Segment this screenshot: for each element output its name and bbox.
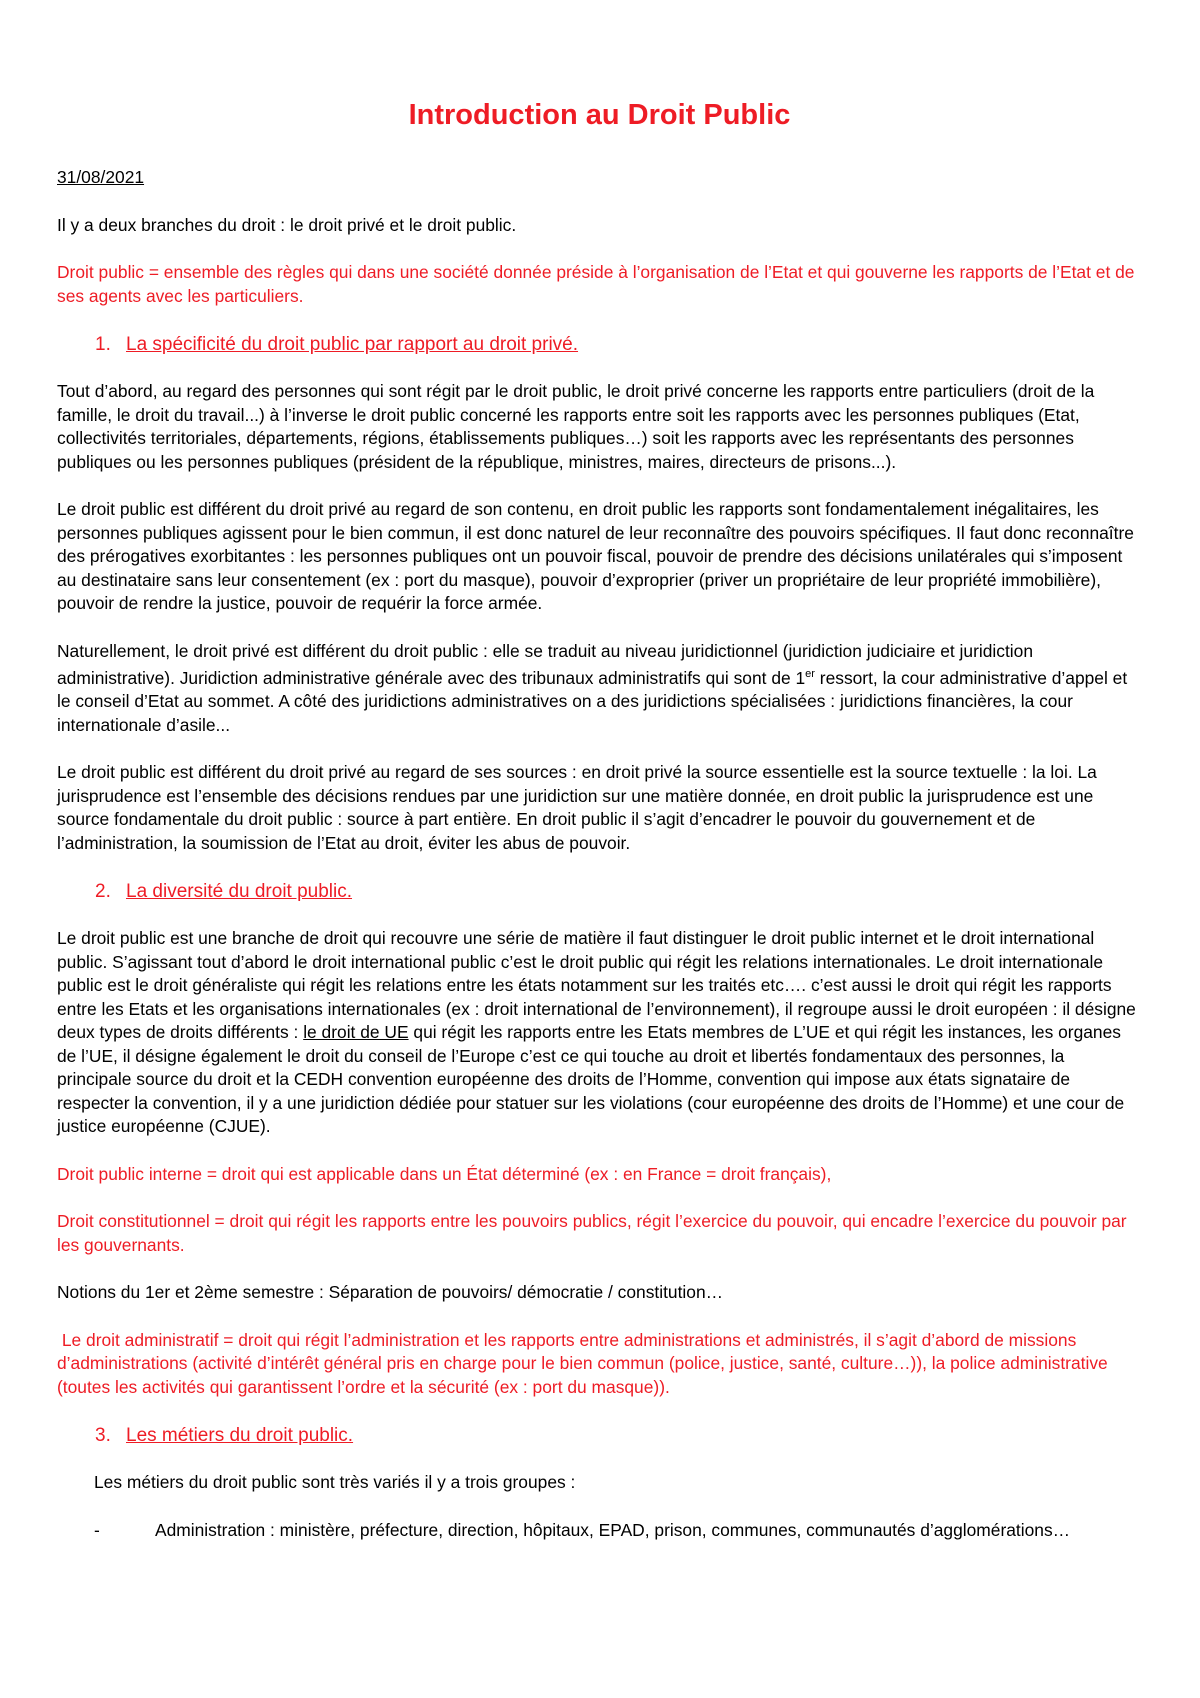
section-3-title: Les métiers du droit public. [126, 1425, 354, 1447]
definition-droit-public-interne: Droit public interne = droit qui est applicable dans un État déterminé (ex : en France = droit français), [57, 1163, 832, 1184]
document-date: 31/08/2021 [57, 167, 145, 187]
section-2-paragraph-1 [57, 927, 1142, 1139]
document-title: Introduction au Droit Public [408, 99, 791, 131]
section-3-number: 3. [95, 1425, 111, 1447]
notions-paragraph: Notions du 1er et 2ème semestre : Séparation de pouvoirs/ démocratie / constitution… [57, 1282, 724, 1303]
underlined-term: le droit de UE [303, 1022, 409, 1043]
definition-droit-constitutionnel: Droit constitutionnel = droit qui régit les rapports entre les pouvoirs publics, régit l’exercice du pouvoir, qui encadre l’exercice du pouvoir par les gouvernants. [57, 1211, 1127, 1255]
section-3-intro: Les métiers du droit public sont très variés il y a trois groupes : [94, 1472, 576, 1493]
bullet-marker: - [94, 1519, 100, 1540]
section-2-heading [95, 879, 1142, 905]
section-1-paragraph-1: Tout d’abord, au regard des personnes qui sont régit par le droit public, le droit privé concerne les rapports entre particuliers (droit de la famille, le droit du travail...) à l’inverse le droit public concerné les rapports entre soit les rapports avec les personnes publiques (Etat, collectivités territoriales, départements, régions, établissements publiques…) soit les rapports avec les représentants des personnes publiques ou les personnes publiques (président de la république, ministres, maires, directeurs de prisons...). [57, 381, 1095, 472]
section-1-paragraph-3 [57, 640, 1142, 738]
section-2-paragraph-1-start: Le droit public est une branche de droit qui recouvre une série de matière il faut distinguer le droit public internet et le droit international public. S’agissant tout d’abord le droit international public c’est le droit public qui régit les relations internationales. Le droit internationale public est le droit généraliste qui régit les relations entre les états notamment sur les traités etc…. c’est aussi le droit qui régit les rapports entre les Etats et les organisations internationales (ex : droit international de l’environnement), il regroupe aussi le droit européen : il désigne deux types de droits différents : [57, 928, 1136, 1043]
section-2-paragraph-1-end: qui régit les rapports entre les Etats membres de L’UE et qui régit les instances, les organes de l’UE, il désigne également le droit du conseil de l’Europe c’est ce qui touche au droit et libertés fondamentaux des personnes, la principale source du droit et la CEDH convention européenne des droits de l’Homme, convention qui impose aux états signataire de respecter la convention, il y a une juridiction dédiée pour statuer sur les violations (cour européenne des droits de l’Homme) et une cour de justice européenne (CJUE). [57, 1022, 1125, 1137]
bullet-item [94, 1519, 1142, 1543]
section-2-number: 2. [95, 881, 111, 903]
document-page [57, 98, 1142, 1542]
section-1-paragraph-3-end: ressort, la cour administrative d’appel et le conseil d’Etat au sommet. A côté des juridictions administratives on a des juridictions spécialisées : juridictions financières, la cour internationale d’asile... [57, 667, 1128, 735]
ordinal-superscript: er [805, 668, 815, 680]
bullet-item-text: Administration : ministère, préfecture, direction, hôpitaux, EPAD, prison, communes, communautés d’agglomérations… [155, 1519, 1071, 1540]
section-3-heading [95, 1423, 1142, 1449]
section-1-number: 1. [95, 334, 111, 355]
section-1-heading [95, 332, 1142, 358]
section-1-paragraph-4: Le droit public est différent du droit privé au regard de ses sources : en droit privé la source essentielle est la source textuelle : la loi. La jurisprudence est l’ensemble des décisions rendues par une juridiction sur une matière donnée, en droit public la jurisprudence est une source fondamentale du droit public : source à part entière. En droit public il s’agit d’encadrer le pouvoir du gouvernement et de l’administration, la soumission de l’Etat au droit, éviter les abus de pouvoir. [57, 762, 1097, 853]
section-1-title: La spécificité du droit public par rapport au droit privé. [126, 334, 579, 355]
definition-droit-administratif: Le droit administratif = droit qui régit l’administration et les rapports entre administrations et administrés, il s’agit d’abord de missions d’administrations (activité d’intérêt général pris en charge pour le bien commun (police, justice, santé, culture…)), la police administrative (toutes les activités qui garantissent l’ordre et la sécurité (ex : port du masque)). [57, 1329, 1113, 1397]
section-1-paragraph-3-start: Naturellement, le droit privé est différent du droit public : elle se traduit au niveau juridictionnel (juridiction judiciaire et juridiction administrative). Juridiction administrative générale avec des tribunaux administratifs qui sont de 1 [57, 640, 1033, 688]
definition-paragraph: Droit public = ensemble des règles qui dans une société donnée préside à l’organisation de l’Etat et qui gouverne les rapports de l’Etat et de ses agents avec les particuliers. [57, 262, 1135, 306]
section-1-paragraph-2: Le droit public est différent du droit privé au regard de son contenu, en droit public les rapports sont fondamentalement inégalitaires, les personnes publiques agissent pour le bien commun, il est donc naturel de leur reconnaître des pouvoirs spécifiques. Il faut donc reconnaître des prérogatives exorbitantes : les personnes publiques ont un pouvoir fiscal, pouvoir de prendre des décisions unilatérales qui s’imposent au destinataire sans leur consentement (ex : port du masque), pouvoir d’exproprier (priver un propriétaire de leur propriété immobilière), pouvoir de rendre la justice, pouvoir de requérir la force armée. [57, 499, 1134, 613]
intro-paragraph: Il y a deux branches du droit : le droit privé et le droit public. [57, 214, 517, 235]
section-2-title: La diversité du droit public. [126, 881, 353, 903]
